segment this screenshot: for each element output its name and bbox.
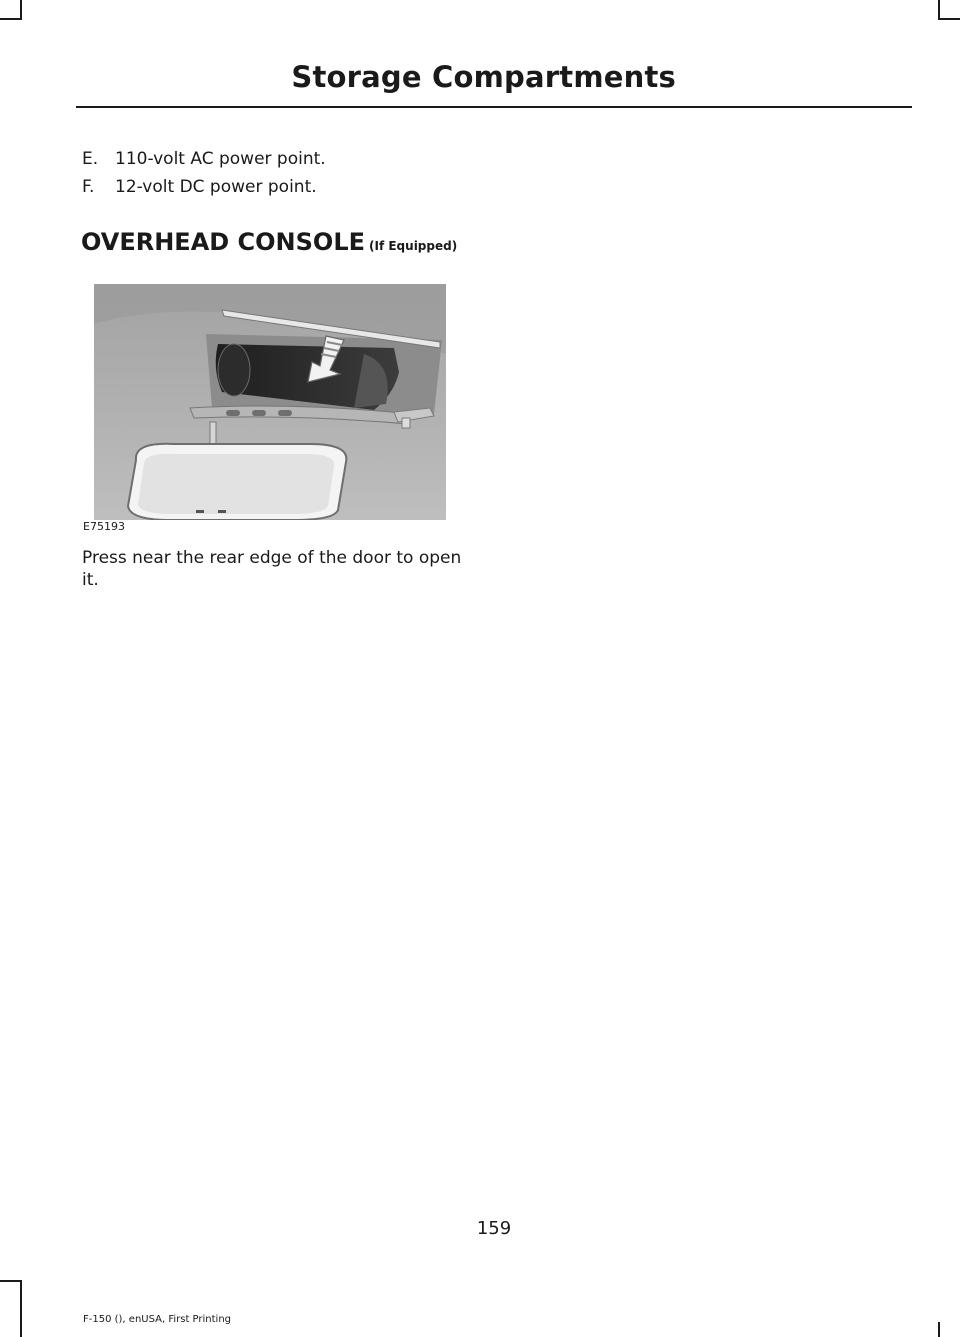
crop-mark [938,0,940,20]
crop-mark [938,18,960,20]
figure-code: E75193 [83,520,125,533]
crop-mark [20,1280,22,1337]
footer-edition: F-150 (), enUSA, First Printing [83,1314,232,1325]
section-heading-qualifier: (If Equipped) [369,239,458,253]
list-item-text: 110-volt AC power point. [115,149,326,169]
header-rule [76,106,912,108]
list-item [82,149,326,169]
section-heading-title: OVERHEAD CONSOLE [81,228,366,256]
overhead-console-illustration [94,284,446,520]
body-paragraph: Press near the rear edge of the door to open it. [82,548,462,590]
list-item [82,177,317,197]
page-header-title: Storage Compartments [291,60,676,94]
crop-mark [20,0,22,20]
crop-mark [938,1322,940,1337]
list-item-letter: E. [82,149,99,169]
crop-mark [0,1280,22,1282]
crop-mark [0,18,22,20]
list-item-letter: F. [82,177,95,197]
list-item-text: 12-volt DC power point. [115,177,317,197]
section-heading [81,228,457,256]
page-number: 159 [476,1218,512,1239]
